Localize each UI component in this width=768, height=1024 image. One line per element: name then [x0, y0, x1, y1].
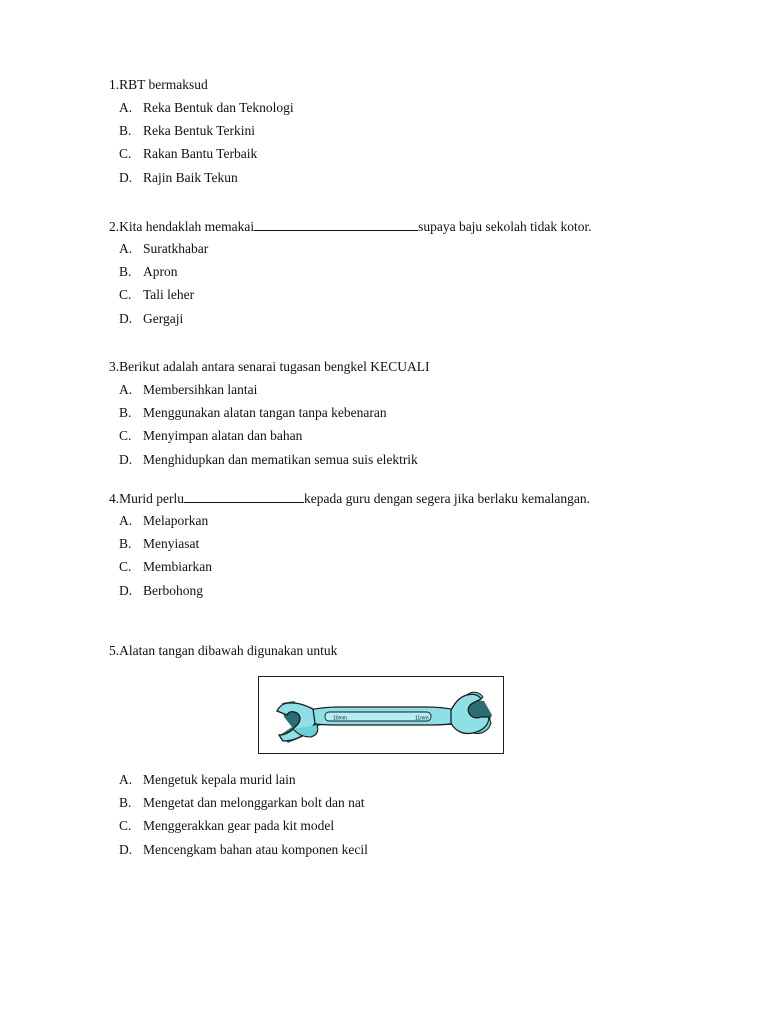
option-letter: B. — [119, 405, 132, 420]
option-text: Melaporkan — [143, 513, 209, 528]
option-text: Menggerakkan gear pada kit model — [143, 818, 335, 833]
question-4 — [109, 490, 590, 507]
question-number: 5. — [109, 643, 120, 658]
option-text: Membersihkan lantai — [143, 382, 258, 397]
option-letter: A. — [119, 382, 133, 397]
question-number: 3. — [109, 359, 120, 374]
question-3 — [109, 359, 430, 375]
option-letter: B. — [119, 123, 132, 138]
question-number: 2. — [109, 219, 120, 234]
option-letter: A. — [119, 241, 133, 256]
option-letter: B. — [119, 795, 132, 810]
option-letter: D. — [119, 311, 133, 326]
option-text: Menyiasat — [143, 536, 200, 551]
option-text: Membiarkan — [143, 559, 212, 574]
option-letter: C. — [119, 287, 132, 302]
option-text: Gergaji — [143, 311, 184, 326]
question-text: Alatan tangan dibawah digunakan untuk — [119, 643, 338, 658]
question-text: Berikut adalah antara senarai tugasan bengkel KECUALI — [119, 359, 430, 374]
answer-blank — [184, 490, 304, 503]
option-text: Menyimpan alatan dan bahan — [143, 428, 303, 443]
question-text-before: Murid perlu — [119, 491, 184, 506]
question-number: 1. — [109, 77, 120, 92]
option-text: Suratkhabar — [143, 241, 209, 256]
question-2 — [109, 218, 592, 235]
option-text: Apron — [143, 264, 178, 279]
option-text: Rakan Bantu Terbaik — [143, 146, 258, 161]
svg-text:11mm: 11mm — [415, 715, 429, 722]
option-letter: C. — [119, 146, 132, 161]
question-text-after: supaya baju sekolah tidak kotor. — [418, 219, 592, 234]
option-text: Mengetat dan melonggarkan bolt dan nat — [143, 795, 365, 810]
wrench-figure — [258, 676, 504, 754]
question-5 — [109, 643, 337, 659]
question-text-after: kepada guru dengan segera jika berlaku kemalangan. — [304, 491, 590, 506]
option-letter: C. — [119, 818, 132, 833]
option-letter: D. — [119, 452, 133, 467]
option-text: Menggunakan alatan tangan tanpa kebenaran — [143, 405, 387, 420]
option-text: Tali leher — [143, 287, 195, 302]
question-text-before: Kita hendaklah memakai — [119, 219, 255, 234]
option-letter: A. — [119, 513, 133, 528]
option-letter: B. — [119, 264, 132, 279]
option-letter: D. — [119, 170, 133, 185]
question-1 — [109, 77, 208, 93]
option-letter: A. — [119, 772, 133, 787]
option-letter: D. — [119, 583, 133, 598]
option-text: Menghidupkan dan mematikan semua suis elektrik — [143, 452, 418, 467]
svg-text:10mm: 10mm — [333, 715, 347, 722]
option-text: Reka Bentuk Terkini — [143, 123, 256, 138]
option-letter: C. — [119, 428, 132, 443]
option-letter: A. — [119, 100, 133, 115]
option-letter: D. — [119, 842, 133, 857]
option-letter: B. — [119, 536, 132, 551]
option-text: Reka Bentuk dan Teknologi — [143, 100, 294, 115]
option-text: Berbohong — [143, 583, 203, 598]
option-text: Mencengkam bahan atau komponen kecil — [143, 842, 368, 857]
answer-blank — [254, 218, 418, 231]
option-text: Mengetuk kepala murid lain — [143, 772, 296, 787]
option-text: Rajin Baik Tekun — [143, 170, 238, 185]
question-text: RBT bermaksud — [119, 77, 208, 92]
question-number: 4. — [109, 491, 120, 506]
open-end-wrench-icon — [259, 677, 503, 753]
option-letter: C. — [119, 559, 132, 574]
